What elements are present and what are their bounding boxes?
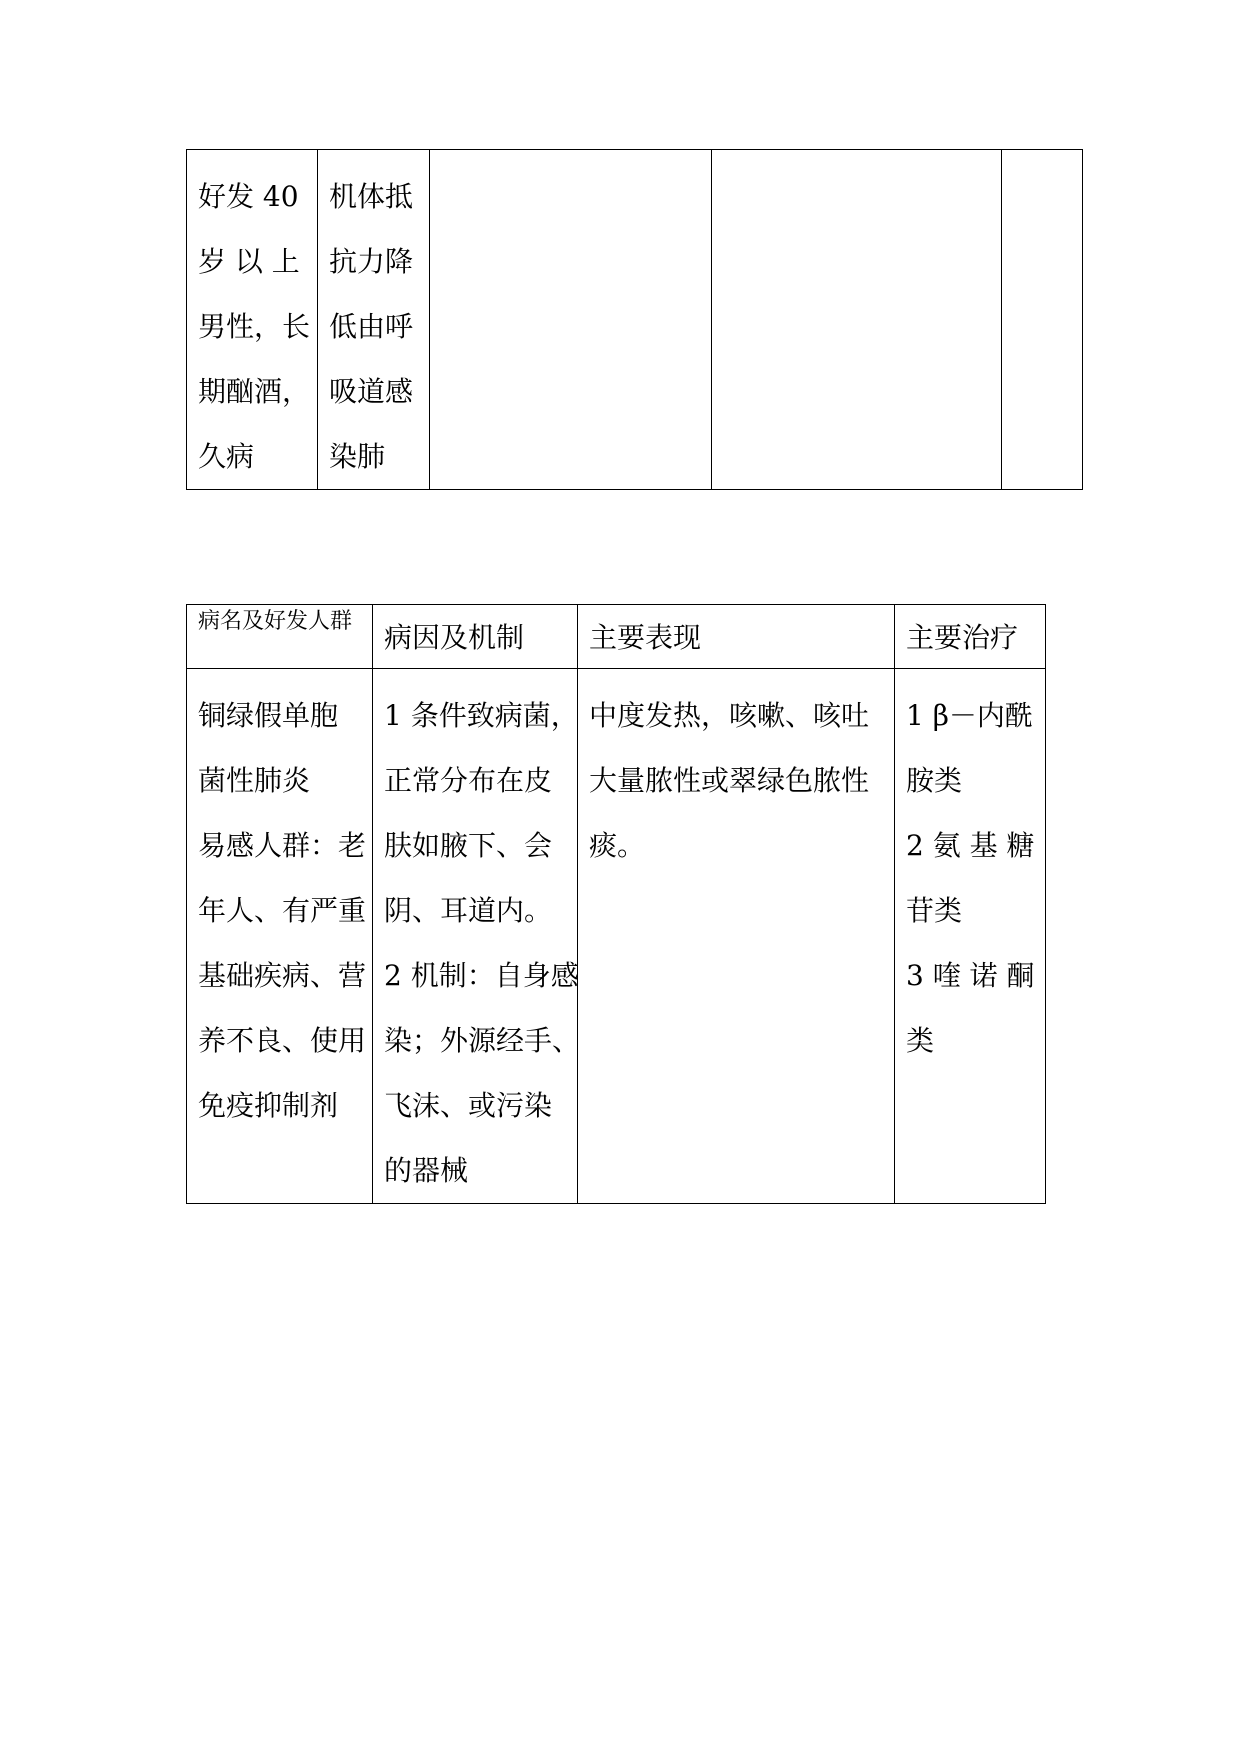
text-line: 铜绿假单胞: [198, 699, 339, 732]
text-line: 类: [906, 1024, 935, 1057]
cell-population: [187, 150, 318, 490]
text-line: 阴、耳道内。: [384, 894, 553, 927]
text-line: 1 β－内酰: [906, 699, 1033, 732]
continuation-table: [186, 149, 1083, 490]
text-line: 菌性肺炎: [198, 764, 311, 797]
text-line: 易感人群：老: [198, 829, 367, 862]
text-line: 年人、有严重: [198, 894, 367, 927]
header-label: 病名及好发人群: [198, 609, 353, 634]
cell-symptoms: [578, 669, 895, 1204]
text-line: 吸道感: [329, 375, 414, 408]
text-line: 久病: [198, 440, 255, 473]
text-line: 基础疾病、营: [198, 959, 367, 992]
header-label: 主要表现: [589, 621, 702, 654]
header-treatment: [895, 605, 1046, 669]
text-line: 岁 以 上: [198, 245, 300, 278]
header-disease: [187, 605, 373, 669]
text-line: 飞沫、或污染: [384, 1089, 553, 1122]
text-line: 2 氨 基 糖: [906, 829, 1035, 862]
text-line: 男性，长: [198, 310, 311, 343]
header-cause: [373, 605, 578, 669]
cell-mechanism: [318, 150, 430, 490]
text-line: 中度发热，咳嗽、咳吐: [589, 699, 870, 732]
cell-treatment: [895, 669, 1046, 1204]
text-line: 染；外源经手、: [384, 1024, 581, 1057]
text-line: 的器械: [384, 1154, 469, 1187]
text-line: 染肺: [329, 440, 386, 473]
text-line: 低由呼: [329, 310, 414, 343]
text-line: 养不良、使用: [198, 1024, 367, 1057]
header-symptoms: [578, 605, 895, 669]
text-line: 痰。: [589, 829, 646, 862]
text-line: 苷类: [906, 894, 963, 927]
text-line: 正常分布在皮: [384, 764, 553, 797]
text-line: 1 条件致病菌，: [384, 699, 579, 732]
cell-empty: [712, 150, 1002, 490]
text-line: 机体抵: [329, 180, 414, 213]
text-line: 肤如腋下、会: [384, 829, 553, 862]
text-line: 免疫抑制剂: [198, 1089, 339, 1122]
cell-disease: [187, 669, 373, 1204]
table-header-row: [187, 605, 1046, 669]
cell-cause: [373, 669, 581, 1204]
text-line: 抗力降: [329, 245, 414, 278]
cell-empty: [430, 150, 712, 490]
text-line: 大量脓性或翠绿色脓性: [589, 764, 870, 797]
header-label: 病因及机制: [384, 621, 525, 654]
header-label: 主要治疗: [906, 621, 1019, 654]
table-row: [187, 669, 1046, 1204]
text-line: 好发 40: [198, 180, 299, 213]
cell-empty: [1002, 150, 1083, 490]
text-line: 2 机制：自身感: [384, 959, 579, 992]
text-line: 3 喹 诺 酮: [906, 959, 1035, 992]
disease-table: [186, 604, 1046, 1204]
text-line: 胺类: [906, 764, 963, 797]
text-line: 期酗酒，: [198, 375, 311, 408]
